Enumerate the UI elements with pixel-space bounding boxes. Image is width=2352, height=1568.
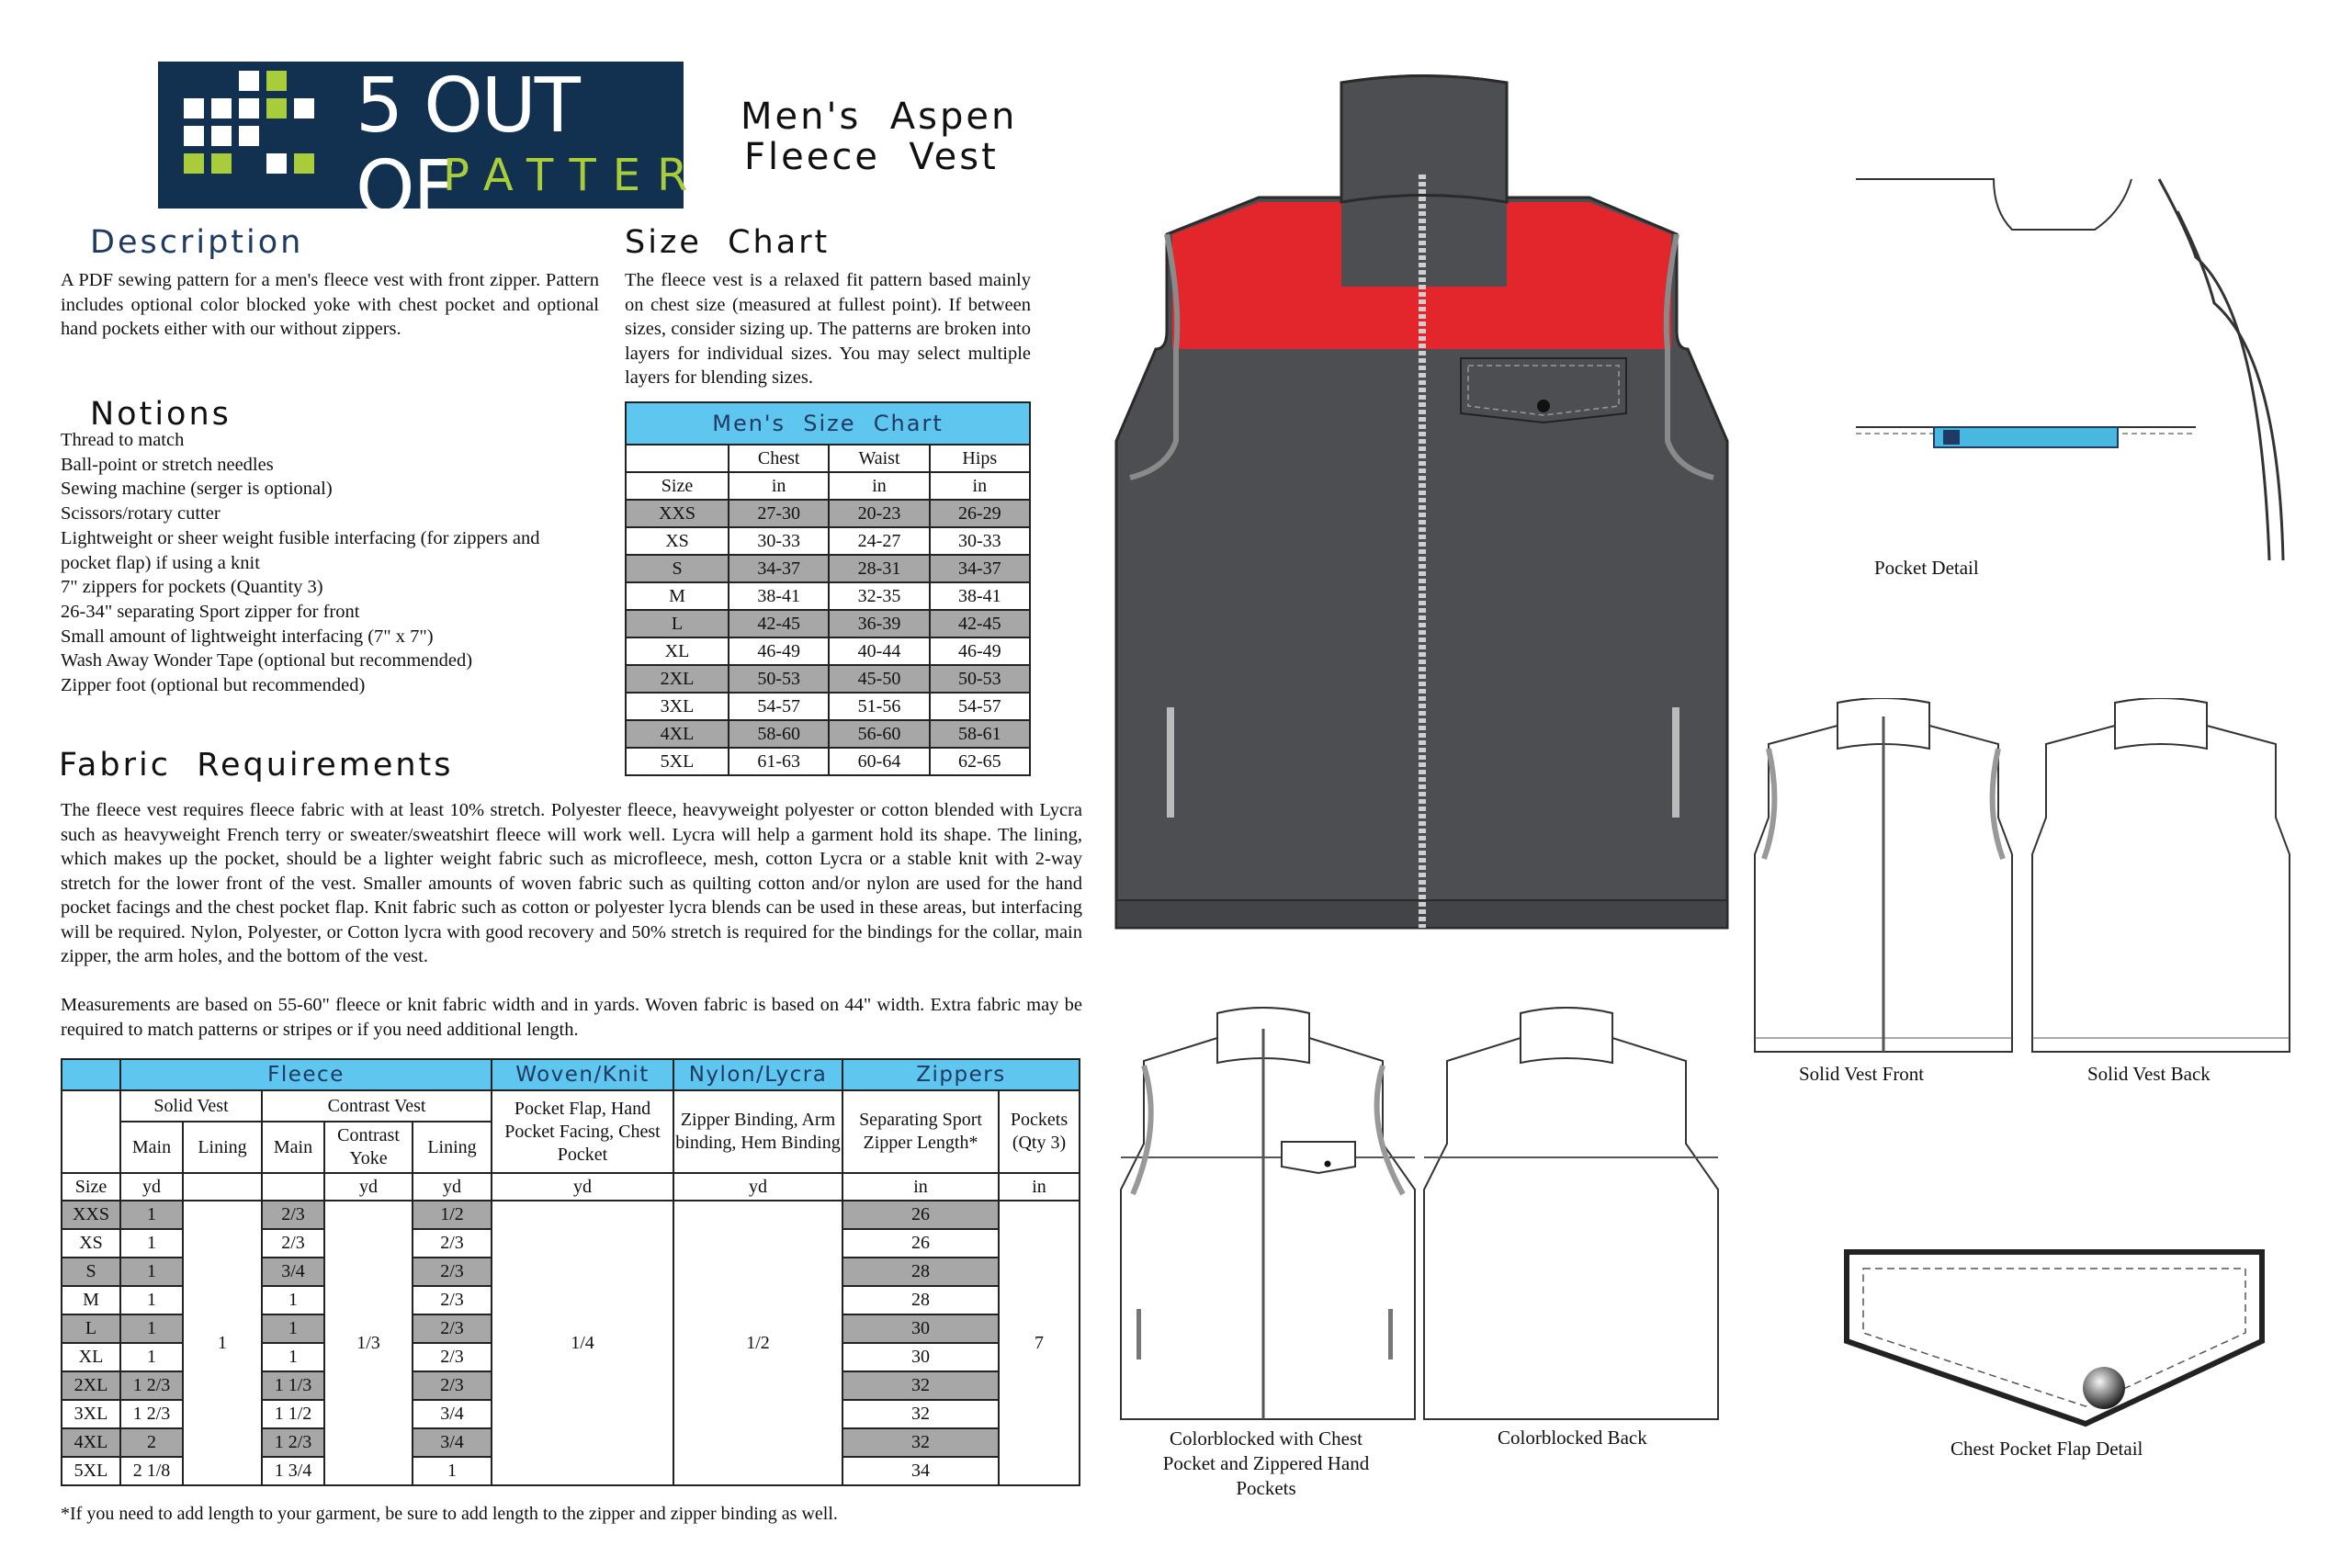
- merged-pockets: 7: [999, 1201, 1080, 1485]
- flap-detail-caption: Chest Pocket Flap Detail: [1951, 1438, 2143, 1460]
- col-header: Chest: [729, 445, 829, 472]
- table-row: S 34-37 28-31 34-37: [626, 555, 1030, 582]
- nylon-desc: Zipper Binding, Arm binding, Hem Binding: [673, 1090, 842, 1173]
- merged-contrast-yoke: 1/3: [324, 1201, 413, 1485]
- zipper-length-header: Separating Sport Zipper Length*: [842, 1090, 999, 1173]
- fabric-para1: The fleece vest requires fleece fabric with at least 10% stretch. Polyester fleece, heavyweight polyester or cotton blended with Lycra such as heavyweight French terry or sweater/sweatshirt fleece will work well. Lycra will help a garment hold its shape. The lining, which makes up the pocket, should be a lighter weight fabric such as microfleece, mesh, cotton Lycra or a stable knit with 2-way stretch for the lower front of the vest. Smaller amounts of woven fabric such as quilting cotton and/or nylon are used for the hand pocket facings and the chest pocket flap. Knit fabric such as cotton or polyester lycra blends can be used in these areas, but interfacing will be required. Nylon, Polyester, or Cotton lycra with good recovery and 50% stretch is required for the bindings for the collar, main zipper, the arm holes, and the bottom of the vest.: [61, 800, 1082, 966]
- notion-item: Thread to match: [61, 430, 185, 450]
- table-row: L 42-45 36-39 42-45: [626, 610, 1030, 637]
- zippers-header: Zippers: [842, 1059, 1080, 1090]
- pockets-header: Pockets (Qty 3): [999, 1090, 1080, 1173]
- table-row: S 1 3/4 2/3 28: [62, 1258, 1080, 1286]
- col-header: Hips: [930, 445, 1030, 472]
- notion-item: Ball-point or stretch needles: [61, 454, 274, 475]
- notion-item: Lightweight or sheer weight fusible interfacing (for zippers and: [61, 527, 540, 548]
- merged-nylon: 1/2: [673, 1201, 842, 1485]
- unit-cell: in: [729, 472, 829, 500]
- fabric-heading: Fabric Requirements: [59, 747, 454, 784]
- table-row: XL 46-49 40-44 46-49: [626, 637, 1030, 665]
- notion-item: Sewing machine (serger is optional): [61, 479, 333, 500]
- woven-header: Woven/Knit: [492, 1059, 673, 1090]
- solid-back-caption: Solid Vest Back: [2087, 1063, 2211, 1085]
- solid-vest-front-illustration: [1746, 698, 2021, 1056]
- fleece-header: Fleece: [120, 1059, 492, 1090]
- size-chart-heading: Size Chart: [625, 224, 831, 261]
- notions-list: [61, 428, 539, 698]
- unit-row: Size yd yd yd yd yd in in: [62, 1173, 1080, 1201]
- description-heading: Description: [90, 224, 304, 261]
- merged-lining: 1: [183, 1201, 262, 1485]
- main-header: Main: [262, 1122, 324, 1173]
- col-header: [626, 445, 729, 472]
- col-header: Waist: [829, 445, 929, 472]
- size-chart-table: [625, 401, 1031, 776]
- table-row: 5XL 61-63 60-64 62-65: [626, 748, 1030, 775]
- unit-cell: in: [930, 472, 1030, 500]
- button-icon: [2083, 1367, 2125, 1409]
- table-row: XS 30-33 24-27 30-33: [626, 527, 1030, 555]
- logo-line1: 5 OUT OF: [356, 62, 579, 232]
- main-header: Main: [120, 1122, 183, 1173]
- table-row: 4XL 2 1 2/3 3/4 32: [62, 1428, 1080, 1457]
- contrast-yoke-header: Contrast Yoke: [324, 1122, 413, 1173]
- table-row: M 1 1 2/3 28: [62, 1286, 1080, 1314]
- notion-item: Scissors/rotary cutter: [61, 503, 220, 525]
- colorblocked-front-illustration: [1116, 1006, 1419, 1424]
- notion-item: 26-34" separating Sport zipper for front: [61, 601, 360, 622]
- footnote: *If you need to add length to your garment, be sure to add length to the zipper and zipper binding as well.: [61, 1504, 838, 1524]
- table-row: 2XL 50-53 45-50 50-53: [626, 665, 1030, 693]
- colorblocked-back-caption: Colorblocked Back: [1498, 1427, 1647, 1449]
- size-chart-text: The fleece vest is a relaxed fit pattern based mainly on chest size (measured at fullest point). If between sizes, consider sizing up. The patterns are broken into layers for individual sizes. You may select multiple layers for blending sizes.: [625, 270, 1031, 388]
- table-row: XXS 1 1 2/3 1/3 1/2 1/4 1/2 26 7: [62, 1201, 1080, 1229]
- solid-front-caption: Solid Vest Front: [1799, 1063, 1925, 1085]
- brand-logo: [158, 62, 705, 232]
- vest-main-illustration: [1112, 73, 1736, 937]
- table-row: 3XL 1 2/3 1 1/2 3/4 32: [62, 1400, 1080, 1428]
- table-row: 2XL 1 2/3 1 1/3 2/3 32: [62, 1371, 1080, 1400]
- table-row: 5XL 2 1/8 1 3/4 1 34: [62, 1457, 1080, 1485]
- fabric-para2: Measurements are based on 55-60" fleece or knit fabric width and in yards. Woven fabric is based on 44" width. Extra fabric may be required to match patterns or stripes or if you need additional length.: [61, 995, 1082, 1040]
- colorblocked-front-caption: Colorblocked with Chest Pocket and Zippered Hand Pockets: [1162, 1427, 1370, 1499]
- lining-header: Lining: [183, 1122, 262, 1173]
- page-title-line1: Men's Aspen: [741, 96, 1018, 138]
- unit-cell: in: [829, 472, 929, 500]
- notion-item: Zipper foot (optional but recommended): [61, 675, 366, 696]
- notion-item: Wash Away Wonder Tape (optional but recommended): [61, 650, 473, 671]
- fabric-table: [61, 1058, 1080, 1486]
- solid-vest-back-illustration: [2023, 698, 2299, 1056]
- size-chart-table-title: Men's Size Chart: [626, 402, 1030, 445]
- pocket-detail-illustration: [1856, 175, 2288, 606]
- table-row: 4XL 58-60 56-60 58-61: [626, 720, 1030, 748]
- description-text: A PDF sewing pattern for a men's fleece vest with front zipper. Pattern includes optional color blocked yoke with chest pocket and optional hand pockets either with our without zippers.: [61, 270, 599, 339]
- table-row: XS 1 2/3 2/3 26: [62, 1229, 1080, 1258]
- merged-woven: 1/4: [492, 1201, 673, 1485]
- notion-item: 7" zippers for pockets (Quantity 3): [61, 577, 323, 598]
- pocket-detail-caption: Pocket Detail: [1874, 557, 1979, 579]
- notion-item: Small amount of lightweight interfacing (7" x 7"): [61, 626, 434, 647]
- nylon-header: Nylon/Lycra: [673, 1059, 842, 1090]
- table-row: XL 1 1 2/3 30: [62, 1343, 1080, 1371]
- colorblocked-back-illustration: [1419, 1006, 1723, 1424]
- lining-header: Lining: [413, 1122, 492, 1173]
- table-row: 3XL 54-57 51-56 54-57: [626, 693, 1030, 720]
- page-title-line2: Fleece Vest: [744, 136, 999, 178]
- contrast-vest-header: Contrast Vest: [262, 1090, 492, 1122]
- flap-detail-illustration: [1838, 1245, 2269, 1428]
- notion-item: pocket flap) if using a knit: [61, 552, 260, 573]
- notions-heading: Notions: [90, 396, 232, 433]
- woven-desc: Pocket Flap, Hand Pocket Facing, Chest Pocket: [492, 1090, 673, 1173]
- table-row: XXS 27-30 20-23 26-29: [626, 500, 1030, 527]
- unit-cell: Size: [626, 472, 729, 500]
- table-row: M 38-41 32-35 38-41: [626, 582, 1030, 610]
- logo-line2: PATTER: [443, 150, 705, 201]
- solid-vest-header: Solid Vest: [120, 1090, 262, 1122]
- table-row: L 1 1 2/3 30: [62, 1314, 1080, 1343]
